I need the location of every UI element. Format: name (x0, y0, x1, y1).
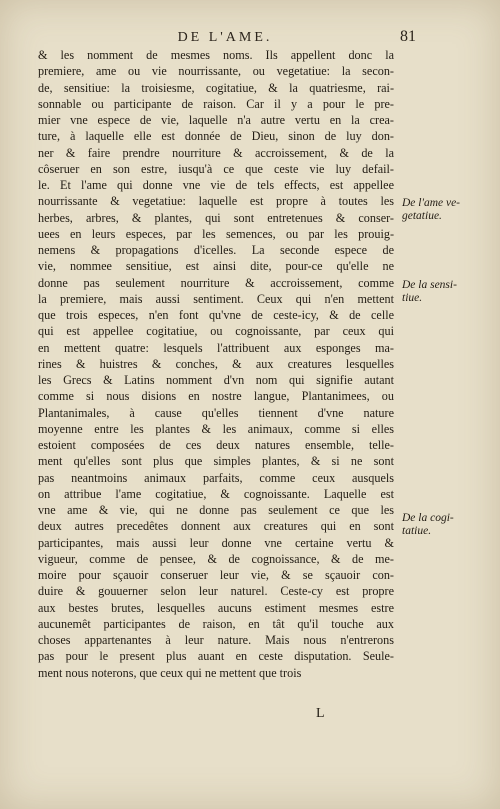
text-line: choses appartenantes à leur nature. Mais nous n'entrerons (38, 633, 394, 647)
text-line: ment nous noterons, que ceux qui ne mettent que trois (38, 665, 302, 680)
main-text-block (38, 47, 394, 681)
text-line: Plantanimales, à cause qu'elles tiennent d'vne nature (38, 405, 394, 420)
text-line: nourrissante & vegetatiue: laquelle est propre à toutes les (38, 194, 394, 209)
text-line: vne ame & vie, qui ne donne pas seulement ce que les (38, 503, 394, 517)
text-line: ment qu'elles sont plus que simples plantes, & si ne sont (38, 454, 394, 469)
text-line: premiere, ame ou vie nourrissante, ou vegetatiue: la secon- (38, 64, 394, 79)
signature-mark: L (316, 706, 325, 721)
text-line: la premiere, mais aussi sentiment. Ceux qui n'en mettent (38, 291, 394, 306)
text-line: le. Et l'ame qui donne vne vie de tels effects, est appellee (38, 178, 394, 192)
text-line: & les nomment de mesmes noms. Ils appellent donc la (38, 48, 394, 62)
text-line: uees en leurs especes, par les semences, ou par les prouig- (38, 226, 394, 241)
page-number: 81 (400, 28, 416, 45)
marginal-note-vegetative: De l'ame ve- getatiue. (402, 197, 461, 222)
text-line: comme si nous disions en nostre langue, Plantanimees, ou (38, 389, 394, 404)
text-line: nemens & propagations d'icelles. La seconde espece de (38, 243, 394, 257)
text-line: duire & gouuerner selon leur naturel. Ceste-cy est propre (38, 584, 394, 599)
text-line: vigueur, comme de pensee, & de cognoissance, & de me- (38, 551, 394, 566)
text-line: aux bestes brutes, lesquelles aucuns estiment mesmes estre (38, 600, 394, 615)
text-line: deux autres precedêtes donnent aux creatures qui en sont (38, 519, 394, 534)
text-line: de, sensitiue: la troisiesme, cogitatiue, & la quatriesme, rai- (38, 80, 394, 95)
text-line: vie, nommee sensitiue, est ainsi dite, pour-ce qu'elle ne (38, 259, 394, 274)
text-line: les Grecs & Latins nomment d'vn nom qui signifie autant (38, 373, 394, 387)
text-line: ture, à laquelle elle est donnée de Dieu, sinon de luy don- (38, 129, 394, 144)
text-line: participantes, mais aussi leur donne vne certaine vertu & (38, 535, 394, 550)
marginal-note-sensitive: De la sensi- tiue. (402, 279, 457, 304)
text-line: rines & huistres & conches, & aux creatures lesquelles (38, 356, 394, 371)
text-line: moire pour sçauoir conseruer leur vie, & se sçauoir con- (38, 568, 394, 582)
text-line: côseruer en son estre, iusqu'à ce que ceste vie luy defail- (38, 161, 394, 176)
text-line: ner & faire prendre nourriture & accroissement, & de la (38, 145, 394, 160)
text-line: qui est appellee cogitatiue, ou cognoissante, par ceux qui (38, 324, 394, 339)
text-line: estoient composées de ces deux natures ensemble, telle- (38, 438, 394, 452)
running-title: DE L'AME. (177, 30, 273, 45)
text-line: aucunemêt participantes de raison, en tât qu'il touche aux (38, 616, 394, 631)
text-line: en mettent quatre: lesquels l'attribuent aux esponges ma- (38, 340, 394, 355)
text-line: que trois especes, n'en font qu'vne de ceste-icy, & de celle (38, 308, 394, 322)
text-line: pas pour le present plus auant en ceste disputation. Seule- (38, 649, 394, 664)
marginal-note-cogitative: De la cogi- tatiue. (402, 512, 454, 537)
text-line: mier vne espece de vie, laquelle n'a autre vertu en la crea- (38, 113, 394, 127)
text-line: on attribue l'ame cogitatiue, & cognoissante. Laquelle est (38, 486, 394, 501)
text-line: herbes, arbres, & plantes, qui sont entretenues & conser- (38, 210, 394, 225)
text-line: donne pas seulement nourriture & accroissement, comme (38, 275, 394, 290)
text-line: pas neantmoins animaux parfaits, comme ceux ausquels (38, 470, 394, 485)
text-line: moyenne entre les plantes & les animaux, comme si elles (38, 421, 394, 436)
text-line: sonnable ou participante de raison. Car il y a pour le pre- (38, 96, 394, 111)
